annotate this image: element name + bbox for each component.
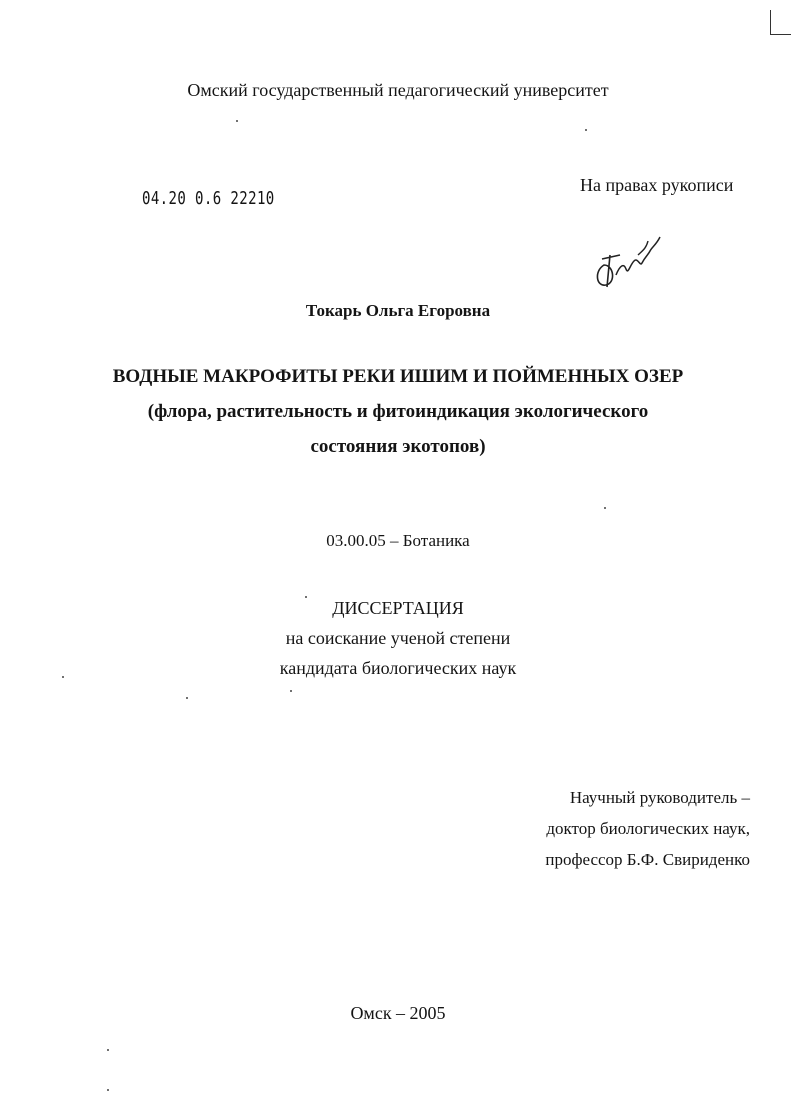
title-line-2: (флора, растительность и фитоиндикация экологического xyxy=(147,401,649,422)
title-line-1: ВОДНЫЕ МАКРОФИТЫ РЕКИ ИШИМ И ПОЙМЕННЫХ ОЗЕР xyxy=(112,366,684,387)
author-name: Токарь Ольга Егоровна xyxy=(305,301,491,320)
supervisor-degree: доктор биологических наук, xyxy=(546,819,750,838)
archive-stamp-number: 04.20 0.6 22210 xyxy=(142,188,275,209)
scan-speck xyxy=(305,596,307,598)
degree-line-1: на соискание ученой степени xyxy=(285,628,511,648)
scan-speck xyxy=(604,507,606,509)
supervisor-name: профессор Б.Ф. Свириденко xyxy=(545,850,750,869)
scan-speck xyxy=(585,129,587,131)
scan-speck xyxy=(107,1049,109,1051)
supervisor-block xyxy=(520,782,750,875)
specialty-code: 03.00.05 – Ботаника xyxy=(326,531,470,550)
scan-speck xyxy=(290,690,292,692)
city-year: Омск – 2005 xyxy=(350,1003,446,1023)
corner-mark xyxy=(770,10,791,35)
title-line-3: состояния экотопов) xyxy=(310,436,486,457)
supervisor-role: Научный руководитель – xyxy=(569,788,750,807)
scan-speck xyxy=(62,676,64,678)
degree-statement xyxy=(0,593,796,683)
dissertation-heading: ДИССЕРТАЦИЯ xyxy=(332,598,464,618)
signature-icon xyxy=(590,225,670,295)
dissertation-title xyxy=(0,359,796,464)
rights-note: На правах рукописи xyxy=(580,175,734,195)
scan-speck xyxy=(186,697,188,699)
degree-line-2: кандидата биологических наук xyxy=(279,658,517,678)
scan-speck xyxy=(236,120,238,122)
university-name: Омский государственный педагогический университет xyxy=(187,80,609,100)
scan-speck xyxy=(107,1089,109,1091)
